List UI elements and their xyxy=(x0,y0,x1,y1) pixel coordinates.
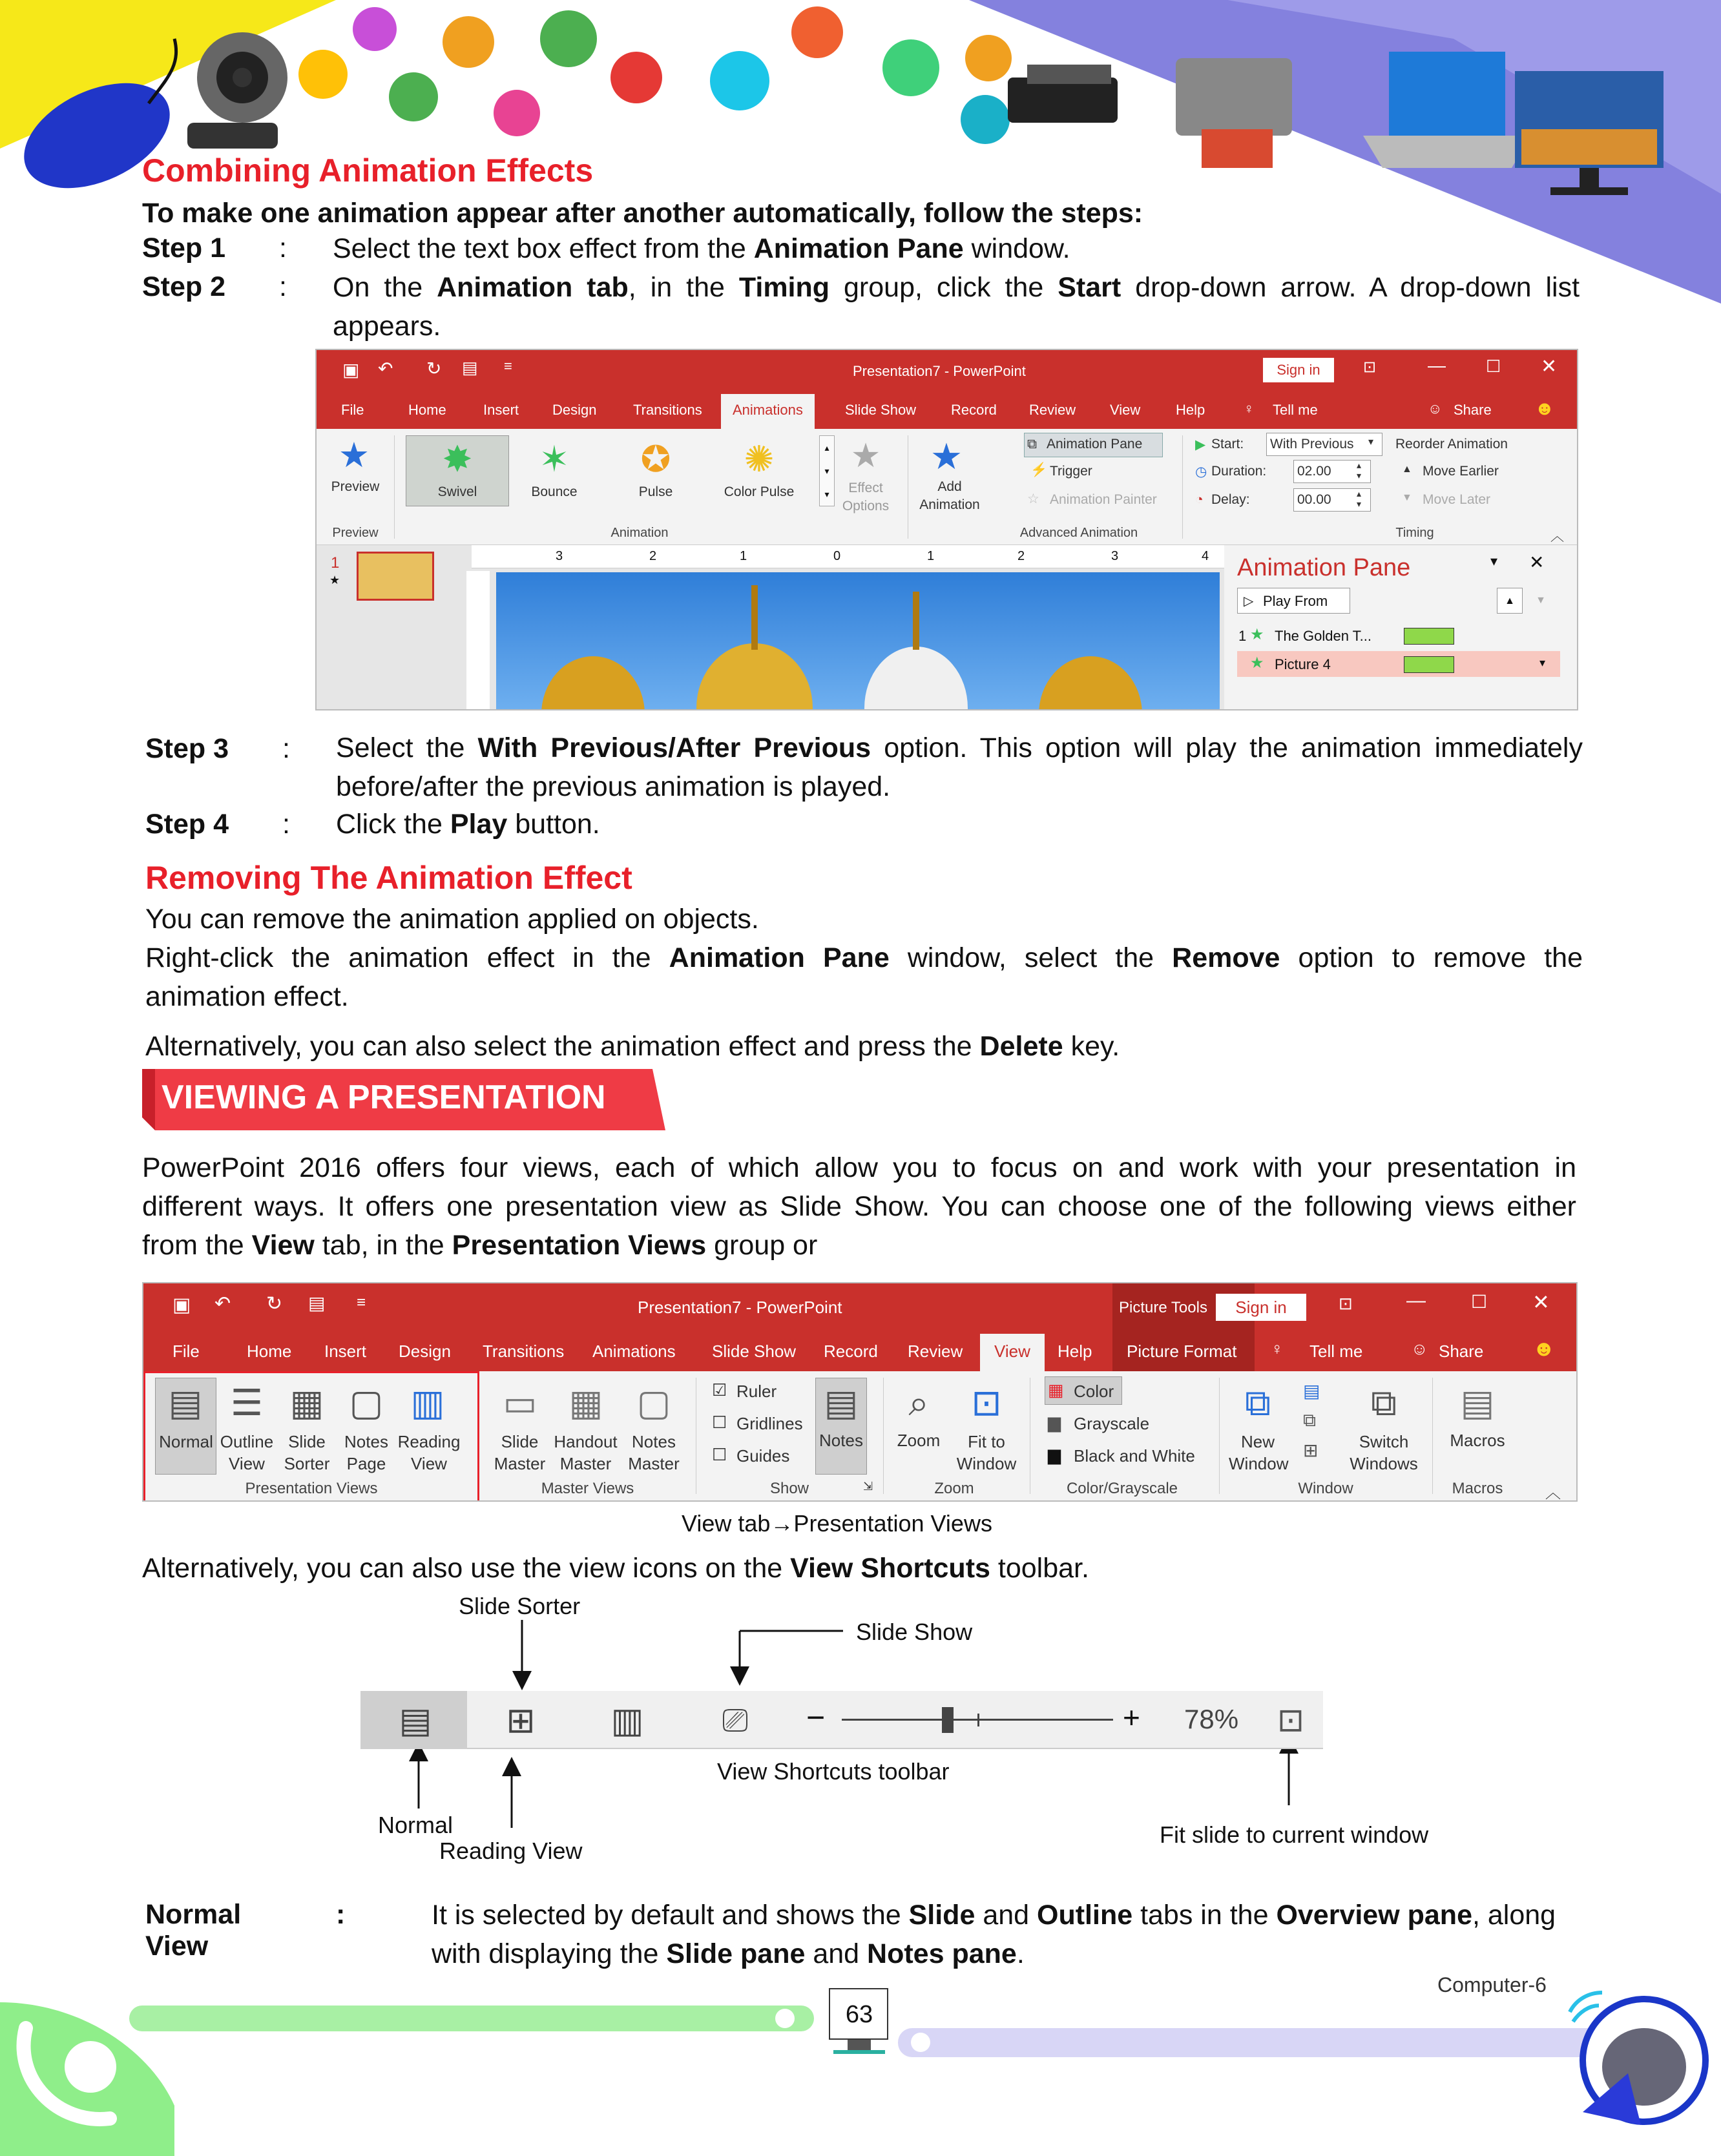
play-icon: ▷ xyxy=(1244,594,1254,608)
group-window-label: Window xyxy=(1298,1480,1353,1497)
effect-options-button[interactable]: Effect Options xyxy=(842,481,890,513)
caption-view-tab: View tab→Presentation Views xyxy=(682,1510,992,1537)
collapse-ribbon-icon[interactable]: ︿ xyxy=(1550,529,1564,544)
viewing-p1-line2: different ways. It offers one presentation view as Slide Show. You can choose one of the following views either xyxy=(142,1191,1576,1222)
tab-review[interactable]: Review xyxy=(1029,402,1076,418)
cascade-icon[interactable]: ⧉ xyxy=(1303,1410,1316,1430)
page-number: 63 xyxy=(845,2001,873,2028)
reading-view-button[interactable]: Reading View xyxy=(397,1432,461,1473)
fit-to-window-icon: ⊡ xyxy=(971,1382,1002,1423)
black-white-button[interactable]: Black and White xyxy=(1074,1446,1195,1466)
slide-animation-marker-icon: ★ xyxy=(329,574,340,586)
duration-value: 02.00 xyxy=(1297,464,1331,479)
tab-home[interactable]: Home xyxy=(408,402,446,418)
duration-spinner[interactable]: ▴ ▾ xyxy=(1357,460,1362,481)
customize-toolbar-icon[interactable]: ≡ xyxy=(357,1294,366,1311)
close-icon[interactable]: ✕ xyxy=(1541,356,1558,377)
macros-button[interactable]: Macros xyxy=(1450,1431,1505,1450)
ruler-num: 3 xyxy=(1111,549,1119,563)
zoom-level[interactable]: 78% xyxy=(1184,1704,1239,1734)
tell-me-box[interactable]: Tell me xyxy=(1309,1342,1363,1361)
group-macros-label: Macros xyxy=(1452,1480,1503,1497)
normal-view-colon: : xyxy=(336,1899,346,1930)
step2-label: Step 2 xyxy=(142,271,226,302)
tab-transitions[interactable]: Transitions xyxy=(483,1342,565,1361)
pane-item-2-star-icon: ★ xyxy=(1250,654,1264,672)
fit-to-window-button[interactable]: Fit to Window xyxy=(956,1432,1017,1473)
window-title-2: Presentation7 - PowerPoint xyxy=(638,1298,842,1317)
group-zoom-label: Zoom xyxy=(934,1480,974,1497)
tab-design[interactable]: Design xyxy=(552,402,597,418)
combining-intro: To make one animation appear after another automatically, follow the steps: xyxy=(142,198,1143,229)
customize-toolbar-icon[interactable]: ≡ xyxy=(504,358,512,374)
show-dialog-launcher-icon[interactable]: ⇲ xyxy=(863,1480,873,1493)
share-button[interactable]: Share xyxy=(1454,402,1492,418)
move-down-button[interactable]: ▼ xyxy=(1536,595,1546,606)
smiley-icon[interactable]: ☻ xyxy=(1532,1336,1556,1361)
pane-item-1[interactable]: The Golden T... xyxy=(1275,628,1372,644)
redo-icon[interactable]: ↻ xyxy=(266,1293,283,1314)
ruler-num: 4 xyxy=(1202,549,1209,563)
pane-close-icon[interactable]: ✕ xyxy=(1529,552,1545,572)
effect-bounce[interactable]: Bounce xyxy=(531,484,578,499)
group-advanced-label: Advanced Animation xyxy=(1019,526,1138,540)
ribbon-display-icon[interactable]: ⊡ xyxy=(1339,1294,1353,1313)
group-preview-label: Preview xyxy=(332,526,379,540)
zoom-out-button[interactable]: − xyxy=(806,1699,826,1736)
pane-item-2[interactable]: Picture 4 xyxy=(1275,656,1331,672)
step4-label: Step 4 xyxy=(145,809,229,840)
normal-view-icon: ▤ xyxy=(168,1382,203,1423)
swivel-star-icon: ✸ xyxy=(442,439,473,479)
move-split-icon[interactable]: ⊞ xyxy=(1303,1440,1319,1460)
maximize-icon[interactable]: ☐ xyxy=(1471,1292,1488,1312)
notes-page-icon: ▢ xyxy=(349,1382,384,1423)
color-pulse-star-icon: ✺ xyxy=(744,439,775,479)
add-animation-icon: ★ xyxy=(930,436,963,477)
black-white-icon: ▆ xyxy=(1048,1445,1061,1464)
tab-review[interactable]: Review xyxy=(908,1342,963,1361)
share-button[interactable]: Share xyxy=(1439,1342,1484,1361)
move-later-icon: ▼ xyxy=(1402,492,1412,503)
removing-p2: Right-click the animation effect in the Animation Pane window, select the Remove option to remove the xyxy=(145,942,1583,973)
slide-sorter-icon: ▦ xyxy=(289,1382,324,1423)
removing-p2-cont: animation effect. xyxy=(145,981,349,1012)
new-window-icon: ⧉ xyxy=(1245,1382,1271,1423)
macros-icon: ▤ xyxy=(1460,1382,1495,1423)
normal-view-shortcut-icon[interactable]: ▤ xyxy=(399,1701,432,1740)
gridlines-label: Gridlines xyxy=(736,1414,803,1433)
move-later-button[interactable]: Move Later xyxy=(1423,492,1491,507)
animation-pane-title: Animation Pane xyxy=(1237,554,1411,581)
minimize-icon[interactable]: — xyxy=(1428,355,1446,375)
step2-text-cont: appears. xyxy=(333,311,441,342)
tab-animations[interactable]: Animations xyxy=(721,394,815,429)
page-stand xyxy=(848,2040,871,2050)
arrange-all-icon[interactable]: ▤ xyxy=(1303,1381,1320,1401)
start-label: Start: xyxy=(1211,437,1244,451)
zoom-in-button[interactable]: + xyxy=(1123,1701,1140,1734)
tab-record[interactable]: Record xyxy=(951,402,997,418)
picture-tools-label: Picture Tools xyxy=(1119,1299,1207,1316)
group-timing-label: Timing xyxy=(1395,526,1434,540)
removing-p1: You can remove the animation applied on objects. xyxy=(145,904,759,935)
zoom-slider-center-tick xyxy=(977,1714,979,1726)
gridlines-checkbox[interactable]: ☐ xyxy=(712,1413,727,1432)
redo-icon[interactable]: ↻ xyxy=(426,358,442,378)
slide-show-shortcut-icon[interactable]: ⎚ xyxy=(722,1701,748,1738)
undo-icon[interactable]: ↶ xyxy=(378,358,393,378)
sign-in-button[interactable]: Sign in xyxy=(1263,358,1334,382)
new-window-button[interactable]: New Window xyxy=(1229,1432,1289,1473)
zoom-button[interactable]: Zoom xyxy=(897,1431,941,1450)
slide-master-button[interactable]: Slide Master xyxy=(494,1432,546,1473)
close-icon[interactable]: ✕ xyxy=(1532,1290,1550,1314)
handout-master-icon: ▦ xyxy=(568,1382,603,1423)
move-earlier-button[interactable]: Move Earlier xyxy=(1423,464,1499,479)
ruler-num: 2 xyxy=(1017,549,1025,563)
maximize-icon[interactable]: ☐ xyxy=(1486,357,1501,376)
zoom-icon: ⌕ xyxy=(908,1382,929,1423)
tab-file[interactable]: File xyxy=(341,402,364,418)
save-icon[interactable]: ▣ xyxy=(172,1294,191,1316)
start-slideshow-icon[interactable]: ▤ xyxy=(308,1293,326,1313)
sign-in-button-2[interactable]: Sign in xyxy=(1216,1294,1306,1321)
start-dropdown-arrow[interactable]: ▾ xyxy=(1368,437,1374,448)
ribbon-display-icon[interactable]: ⊡ xyxy=(1363,358,1377,376)
zoom-slider-thumb[interactable] xyxy=(942,1707,954,1733)
step3-text-cont: before/after the previous animation is played. xyxy=(336,771,891,802)
color-icon: ▦ xyxy=(1048,1380,1064,1400)
normal-view-term: Normal View xyxy=(145,1899,242,1962)
ruler-num: 1 xyxy=(927,549,935,563)
heading-removing: Removing The Animation Effect xyxy=(145,860,632,896)
ruler-label: Ruler xyxy=(736,1382,777,1401)
label-reading-view: Reading View xyxy=(439,1838,583,1864)
viewing-banner-title: VIEWING A PRESENTATION xyxy=(162,1079,606,1116)
slide-sorter-button[interactable]: Slide Sorter xyxy=(284,1432,330,1473)
bounce-star-icon: ✶ xyxy=(539,439,570,479)
step3-colon: : xyxy=(282,733,290,764)
add-animation-button[interactable]: Add Animation xyxy=(919,479,980,512)
switch-windows-icon: ⧉ xyxy=(1371,1382,1397,1423)
minimize-icon[interactable]: — xyxy=(1406,1290,1426,1311)
collapse-ribbon-icon[interactable]: ︿ xyxy=(1545,1484,1561,1502)
label-normal: Normal xyxy=(378,1812,454,1838)
step1-label: Step 1 xyxy=(142,233,226,264)
group-animation-label: Animation xyxy=(610,526,669,540)
start-dropdown-value: With Previous xyxy=(1270,437,1354,451)
normal-view-button[interactable]: Normal xyxy=(159,1432,213,1451)
label-slide-sorter: Slide Sorter xyxy=(459,1593,581,1619)
trigger-icon: ⚡ xyxy=(1030,462,1048,477)
preview-star-icon[interactable]: ★ xyxy=(338,435,370,475)
outline-view-button[interactable]: Outline View xyxy=(220,1432,274,1473)
notes-master-button[interactable]: Notes Master xyxy=(628,1432,680,1473)
switch-windows-button[interactable]: Switch Windows xyxy=(1350,1432,1418,1473)
step1-colon: : xyxy=(279,233,287,264)
ruler-num: 1 xyxy=(740,549,747,563)
tab-slide-show[interactable]: Slide Show xyxy=(845,402,917,418)
tab-picture-format[interactable]: Picture Format xyxy=(1127,1342,1237,1361)
step1-text: Select the text box effect from the Animation Pane window. xyxy=(333,233,1070,264)
tab-insert[interactable]: Insert xyxy=(324,1342,367,1361)
duration-label: Duration: xyxy=(1211,464,1267,479)
effect-pulse[interactable]: Pulse xyxy=(638,484,673,499)
slide-master-icon: ▭ xyxy=(503,1382,537,1423)
delay-label: Delay: xyxy=(1211,492,1250,507)
page-stand-base xyxy=(833,2050,885,2054)
guides-label: Guides xyxy=(736,1446,790,1466)
tab-transitions[interactable]: Transitions xyxy=(633,402,702,418)
delay-spinner[interactable]: ▴ ▾ xyxy=(1357,488,1362,509)
ruler-num: 2 xyxy=(649,549,657,563)
viewing-p1-line1: PowerPoint 2016 offers four views, each of which allow you to focus on and work with your presentation in xyxy=(142,1152,1576,1183)
notes-master-icon: ▢ xyxy=(636,1382,671,1423)
tab-record[interactable]: Record xyxy=(824,1342,878,1361)
animation-pane-icon: ⧉ xyxy=(1027,437,1037,451)
view-shortcuts-toolbar xyxy=(360,1691,1323,1749)
viewing-p1-line3: from the View tab, in the Presentation Views group or xyxy=(142,1230,818,1261)
start-icon: ▶ xyxy=(1195,437,1206,452)
move-up-button[interactable]: ▲ xyxy=(1497,588,1523,614)
save-icon[interactable]: ▣ xyxy=(342,360,360,380)
tab-slide-show[interactable]: Slide Show xyxy=(712,1342,797,1361)
tab-design[interactable]: Design xyxy=(399,1342,451,1361)
heading-combining: Combining Animation Effects xyxy=(142,152,594,189)
tell-me-box[interactable]: Tell me xyxy=(1273,402,1318,418)
pane-item-2-dropdown[interactable]: ▾ xyxy=(1539,656,1546,669)
grayscale-button[interactable]: Grayscale xyxy=(1074,1414,1150,1433)
step3-text: Select the With Previous/After Previous option. This option will play the animation immediately xyxy=(336,732,1583,763)
step2-colon: : xyxy=(279,271,287,302)
notes-page-button[interactable]: Notes Page xyxy=(344,1432,388,1473)
ruler-num: 3 xyxy=(556,549,563,563)
pane-options-icon[interactable]: ▾ xyxy=(1490,553,1498,569)
label-fit-slide: Fit slide to current window xyxy=(1160,1821,1429,1848)
grayscale-icon: ▆ xyxy=(1048,1413,1061,1432)
caption-view-shortcuts-toolbar: View Shortcuts toolbar xyxy=(717,1758,950,1785)
tell-me-icon[interactable]: ♀ xyxy=(1244,400,1255,417)
tab-help[interactable]: Help xyxy=(1058,1342,1092,1361)
normal-view-desc-line1: It is selected by default and shows the Slide and Outline tabs in the Overview pane, along xyxy=(432,1900,1556,1931)
group-presentation-views-label: Presentation Views xyxy=(245,1480,378,1497)
ruler-num: 0 xyxy=(833,549,841,563)
step2-text: On the Animation tab, in the Timing group, click the Start drop-down arrow. A drop-down list xyxy=(333,272,1580,303)
handout-master-button[interactable]: Handout Master xyxy=(554,1432,618,1473)
reading-view-icon: ▥ xyxy=(410,1382,445,1423)
tell-me-icon[interactable]: ♀ xyxy=(1271,1339,1284,1358)
tab-file[interactable]: File xyxy=(172,1342,200,1361)
step4-text: Click the Play button. xyxy=(336,809,600,840)
outline-view-icon: ☰ xyxy=(230,1382,264,1423)
notes-icon: ▤ xyxy=(824,1382,859,1423)
share-icon[interactable]: ☺ xyxy=(1428,400,1443,417)
fit-slide-icon[interactable]: ⊡ xyxy=(1277,1702,1304,1738)
pane-item-number: 1 xyxy=(1238,628,1247,644)
window-title: Presentation7 - PowerPoint xyxy=(853,363,1026,379)
effects-gallery-scroll[interactable]: ▴ ▾ ▾ xyxy=(819,435,835,506)
alternatively-shortcuts: Alternatively, you can also use the view icons on the View Shortcuts toolbar. xyxy=(142,1553,1089,1584)
tab-animations[interactable]: Animations xyxy=(592,1342,676,1361)
slide-number: 1 xyxy=(331,554,340,572)
start-slideshow-icon[interactable]: ▤ xyxy=(462,358,478,377)
duration-icon: ◷ xyxy=(1195,464,1207,479)
effect-color-pulse[interactable]: Color Pulse xyxy=(724,484,795,499)
smiley-icon[interactable]: ☻ xyxy=(1534,398,1555,419)
slide-sorter-shortcut-icon[interactable]: ⊞ xyxy=(506,1701,536,1740)
preview-button[interactable]: Preview xyxy=(331,479,380,494)
ruler-checkbox[interactable]: ☑ xyxy=(712,1380,727,1400)
effect-options-icon: ★ xyxy=(850,437,881,475)
move-earlier-icon: ▲ xyxy=(1402,464,1412,475)
pulse-star-icon: ✪ xyxy=(640,439,671,479)
notes-button[interactable]: Notes xyxy=(819,1431,863,1450)
reorder-label: Reorder Animation xyxy=(1395,437,1508,451)
undo-icon[interactable]: ↶ xyxy=(214,1293,231,1314)
removing-p3: Alternatively, you can also select the animation effect and press the Delete key. xyxy=(145,1031,1120,1062)
tab-help[interactable]: Help xyxy=(1176,402,1205,418)
reading-view-shortcut-icon[interactable]: ▥ xyxy=(610,1701,644,1740)
color-button[interactable]: Color xyxy=(1074,1382,1114,1401)
effect-swivel[interactable]: Swivel xyxy=(437,484,477,499)
step3-label: Step 3 xyxy=(145,733,229,764)
tab-insert[interactable]: Insert xyxy=(483,402,519,418)
tab-view[interactable]: View xyxy=(1110,402,1141,418)
trigger-button[interactable]: Trigger xyxy=(1050,464,1092,479)
step4-colon: : xyxy=(282,809,290,840)
share-icon[interactable]: ☺ xyxy=(1411,1339,1428,1358)
animation-painter-button[interactable]: Animation Painter xyxy=(1050,492,1157,507)
play-from-label: Play From xyxy=(1263,593,1328,609)
tab-home[interactable]: Home xyxy=(247,1342,292,1361)
delay-icon: ◔ xyxy=(1195,492,1204,507)
group-show-label: Show xyxy=(769,1480,809,1497)
pane-item-star-icon: ★ xyxy=(1250,626,1264,643)
group-master-views-label: Master Views xyxy=(541,1480,634,1497)
guides-checkbox[interactable]: ☐ xyxy=(712,1445,727,1464)
animation-painter-icon: ☆ xyxy=(1027,492,1039,506)
normal-view-desc-line2: with displaying the Slide pane and Notes pane. xyxy=(432,1938,1025,1969)
tab-view[interactable]: View xyxy=(980,1334,1045,1371)
label-slide-show: Slide Show xyxy=(856,1619,973,1645)
book-title: Computer-6 xyxy=(1437,1973,1547,1996)
group-color-label: Color/Grayscale xyxy=(1066,1480,1178,1497)
delay-value: 00.00 xyxy=(1297,492,1331,507)
animation-pane-button[interactable]: Animation Pane xyxy=(1047,437,1143,451)
